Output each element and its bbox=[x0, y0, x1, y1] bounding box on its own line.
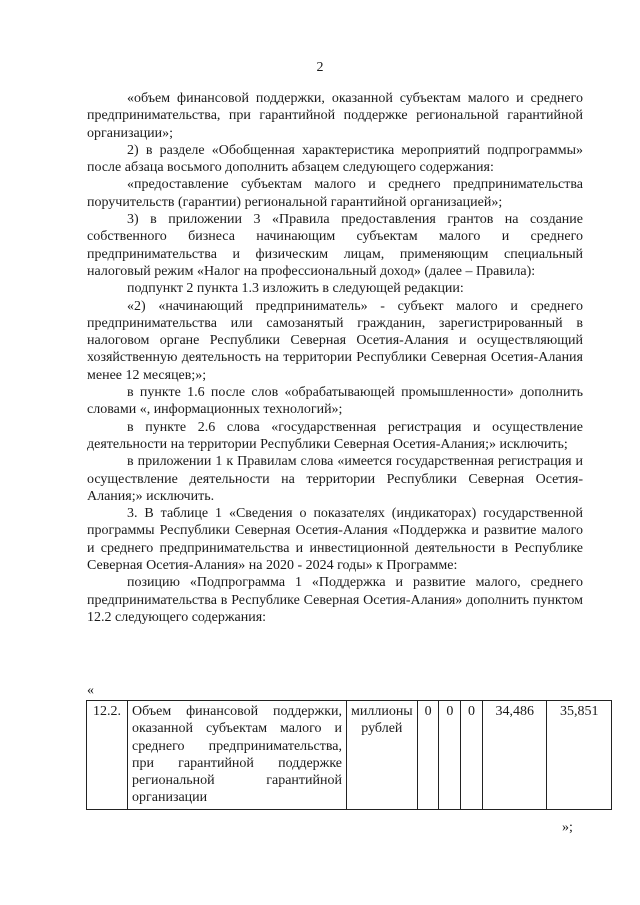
closing-quote-mark: »; bbox=[562, 820, 573, 835]
table-row bbox=[87, 701, 612, 810]
paragraph: 3. В таблице 1 «Сведения о показателях (индикаторах) государственной программы Республики Северная Осетия-Алания «Поддержка и развитие малого и среднего предпринимательства и инвестиционной деятельности в Республике Северная Осетия-Алания» на 2020 - 2024 годы» к Программе: bbox=[87, 506, 583, 574]
value-cell: 0 bbox=[461, 701, 483, 810]
paragraph: позицию «Подпрограмма 1 «Поддержка и развитие малого, среднего предпринимательства в Республике Северная Осетия-Алания» дополнить пунктом 12.2 следующего содержания: bbox=[87, 575, 583, 625]
indicator-name-cell: Объем финансовой поддержки, оказанной субъектам малого и среднего предпринимательства, при гарантийной поддержке региональной гарантийной организации bbox=[128, 701, 347, 810]
paragraph: подпункт 2 пункта 1.3 изложить в следующей редакции: bbox=[127, 281, 464, 297]
paragraph: в приложении 1 к Правилам слова «имеется государственная регистрация и осуществление деятельности на территории Республики Северная Осетия-Алания;» исключить. bbox=[87, 454, 583, 504]
value-cell: 35,851 bbox=[547, 701, 612, 810]
page-number: 2 bbox=[316, 60, 324, 75]
paragraph: «2) «начинающий предприниматель» - субъект малого и среднего предпринимательства или самозанятый гражданин, зарегистрированный в налоговом органе Республики Северная Осетия-Алания и осуществляющий хозяйственную деятельность на территории Республики Северная Осетия-Алания менее 12 месяцев;»; bbox=[87, 298, 583, 383]
row-number-cell: 12.2. bbox=[87, 701, 128, 810]
paragraph: 2) в разделе «Обобщенная характеристика мероприятий подпрограммы» после абзаца восьмого дополнить абзацем следующего содержания: bbox=[87, 142, 583, 176]
paragraph: 3) в приложении 3 «Правила предоставления грантов на создание собственного бизнеса начинающим субъектам малого и среднего предпринимательства и физическим лицам, применяющим специальный налоговый режим «Налог на профессиональный доход» (далее – Правила): bbox=[87, 212, 583, 279]
value-cell: 34,486 bbox=[482, 701, 547, 810]
unit-cell: миллионы рублей bbox=[347, 701, 418, 810]
value-cell: 0 bbox=[417, 701, 439, 810]
paragraph: «предоставление субъектам малого и среднего предпринимательства поручительств (гарантии) региональной гарантийной организацией»; bbox=[87, 177, 583, 210]
paragraph: в пункте 1.6 после слов «обрабатывающей промышленности» дополнить словами «, информационных технологий»; bbox=[87, 385, 583, 418]
indicator-table bbox=[86, 700, 612, 810]
value-cell: 0 bbox=[439, 701, 461, 810]
document-body bbox=[87, 90, 583, 626]
paragraph: в пункте 2.6 слова «государственная регистрация и осуществление деятельности на территории Республики Северная Осетия-Алания;» исключить; bbox=[87, 419, 583, 452]
paragraph: «объем финансовой поддержки, оказанной субъектам малого и среднего предпринимательства, при гарантийной поддержке региональной гарантийной организации»; bbox=[87, 91, 583, 141]
opening-quote-mark: « bbox=[87, 683, 94, 698]
